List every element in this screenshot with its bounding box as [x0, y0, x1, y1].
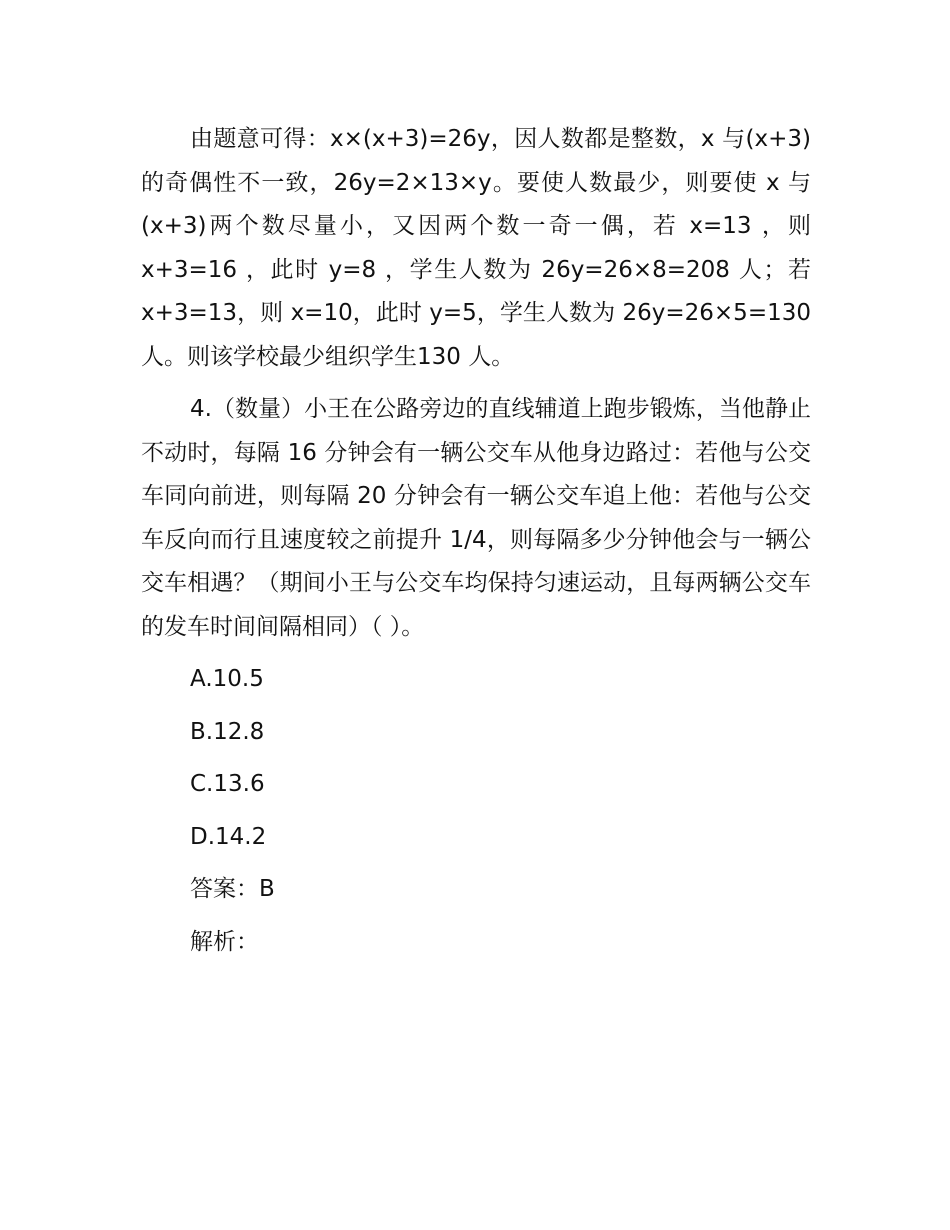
solution-paragraph: 由题意可得：x×(x+3)=26y，因人数都是整数，x 与(x+3)的奇偶性不一致，26y=2×13×y。要使人数最少，则要使 x 与(x+3)两个数尽量小，又因两个数一奇一偶，若 x=13 ，则 x+3=16 ，此时 y=8 ，学生人数为 26y=26×8=208 人；若 x+3=13，则 x=10，此时 y=5，学生人数为 26y=26×5=130 人。则该学校最少组织学生130 人。: [141, 126, 811, 370]
document-content: [141, 118, 811, 964]
option-a: A.10.5: [190, 666, 264, 692]
question-paragraph: 4.（数量）小王在公路旁边的直线辅道上跑步锻炼，当他静止不动时，每隔 16 分钟会有一辆公交车从他身边路过：若他与公交车同向前进，则每隔 20 分钟会有一辆公交车追上他：若他与公交车反向而行且速度较之前提升 1/4，则每隔多少分钟他会与一辆公交车相遇？（期间小王与公交车均保持匀速运动，且每两辆公交车的发车时间间隔相同）（ ）。: [141, 396, 811, 640]
option-d: D.14.2: [190, 823, 267, 850]
analysis-label: 解析：: [190, 928, 259, 955]
answer-line: 答案：B: [190, 876, 275, 902]
option-c: C.13.6: [190, 771, 265, 797]
option-b: B.12.8: [190, 718, 265, 745]
